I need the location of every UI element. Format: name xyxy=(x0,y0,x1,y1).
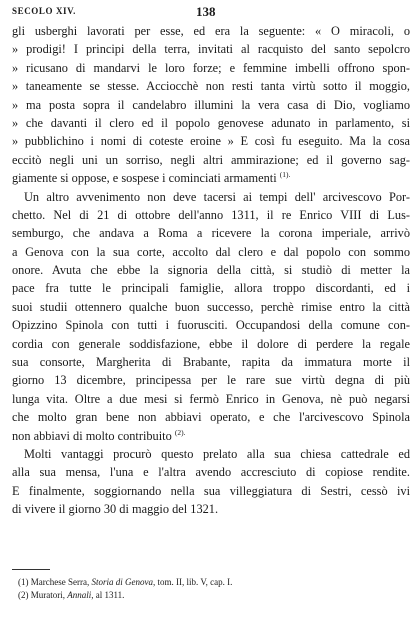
text-line: semburgo, che andava a Roma a ricevere la corona imperiale, arrivò xyxy=(12,226,410,241)
text-line: cordia con generale soddisfazione, ebbe il dolore di perdere la regale xyxy=(12,336,410,351)
text-line: pace fra tutte le principali famiglie, allora troppo discordanti, ed i xyxy=(12,281,410,296)
text-line: eccitò negli uni un sorriso, negli altri ammirazione; ed il governo sag- xyxy=(12,152,410,167)
text-line: E finalmente, soggiornando nella sua villeggiatura di Sestri, cessò ivi xyxy=(12,483,410,498)
page-header xyxy=(12,4,410,20)
paragraph-2 xyxy=(12,188,410,445)
text-line: » che davanti il clero ed il popolo genovese adunato in parlamento, si xyxy=(12,115,410,130)
page-number: 138 xyxy=(196,4,216,19)
footnote-2 xyxy=(18,589,408,602)
footnote-author: Marchese Serra, xyxy=(30,577,90,587)
text-line: di vivere il giorno 30 di maggio del 1321. xyxy=(12,502,219,517)
footnote-divider xyxy=(12,569,50,570)
text-line: chetto. Nel di 21 di ottobre dell'anno 1311, il re Enrico VIII di Lus- xyxy=(12,207,410,222)
body-text xyxy=(12,22,410,519)
text-line: suoi studii ottennero qualche buon successo, perchè rimise entro la città xyxy=(12,299,410,314)
text-line xyxy=(12,427,410,445)
text-line: » pubblichino i nomi di coteste eroine » E così fu eseguito. Ma la cosa xyxy=(12,134,410,149)
footnote-author: Muratori, xyxy=(30,590,65,600)
text-line: a Genova con la sua corte, accolto dal clero e dal popolo con sommo xyxy=(12,244,410,259)
text-line: Opizzino Spinola con tutti i fuorusciti. Occupandosi della comune con- xyxy=(12,318,410,333)
footnote-title: Storia di Genova xyxy=(91,577,153,587)
footnote-1 xyxy=(18,576,408,589)
text-line: che molto gran bene non abbiavi operato, e che l'arcivescovo Spinola xyxy=(12,410,410,425)
text-line: » prodigi! I principi della terra, invitati al racquisto del santo sepolcro xyxy=(12,42,410,57)
footnote-ref-1: (1). xyxy=(279,170,291,180)
text-line: alla sua mensa, l'una e l'altra avendo accresciuto di copiose rendite. xyxy=(12,465,410,480)
text-line: » ricusano di mandarvi le loro forze; e femmine imbelli offrono spon- xyxy=(12,60,410,75)
paragraph-3 xyxy=(12,445,410,519)
footnote-rest: , tom. II, lib. V, cap. I. xyxy=(152,577,233,587)
text-line: sua consorte, Margherita di Brabante, rapita da immatura morte il xyxy=(12,355,410,370)
footnote-title: Annali xyxy=(67,590,92,600)
footnote-rest: , al 1311. xyxy=(91,590,125,600)
text-fragment: non abbiavi di molto contribuito xyxy=(12,428,172,443)
text-line: Molti vantaggi procurò questo prelato alla sua chiesa cattedrale ed xyxy=(24,446,410,461)
text-line: onore. Avuta che ebbe la signoria della città, si studiò di metter la xyxy=(12,263,410,278)
footnote-ref-2: (2). xyxy=(174,427,186,437)
text-line: gli usberghi lavorati per esse, ed era la seguente: « O miracoli, o xyxy=(12,24,410,38)
footnote-mark: (2) xyxy=(18,590,29,600)
text-line: lunga vita. Oltre a due mesi si fermò Enrico in Genova, nè può negarsi xyxy=(12,391,410,406)
footnotes xyxy=(18,576,408,602)
footnote-mark: (1) xyxy=(18,577,29,587)
text-fragment: giamente si oppose, e sospese i cominciati armamenti xyxy=(12,171,277,186)
running-head: SECOLO XIV. xyxy=(12,6,76,16)
text-line: Un altro avvenimento non deve tacersi ai tempi dell' arcivescovo Por- xyxy=(24,189,410,204)
text-line xyxy=(12,169,410,187)
text-line: giorno 13 dicembre, principessa per le rare sue virtù degna di più xyxy=(12,373,410,388)
text-line: » taneamente se stesse. Acciocchè non resti tanta virtù sotto il moggio, xyxy=(12,79,410,94)
text-line: » ma posta sopra il candelabro illumini la vera casa di Dio, vogliamo xyxy=(12,97,410,112)
paragraph-1 xyxy=(12,22,410,188)
